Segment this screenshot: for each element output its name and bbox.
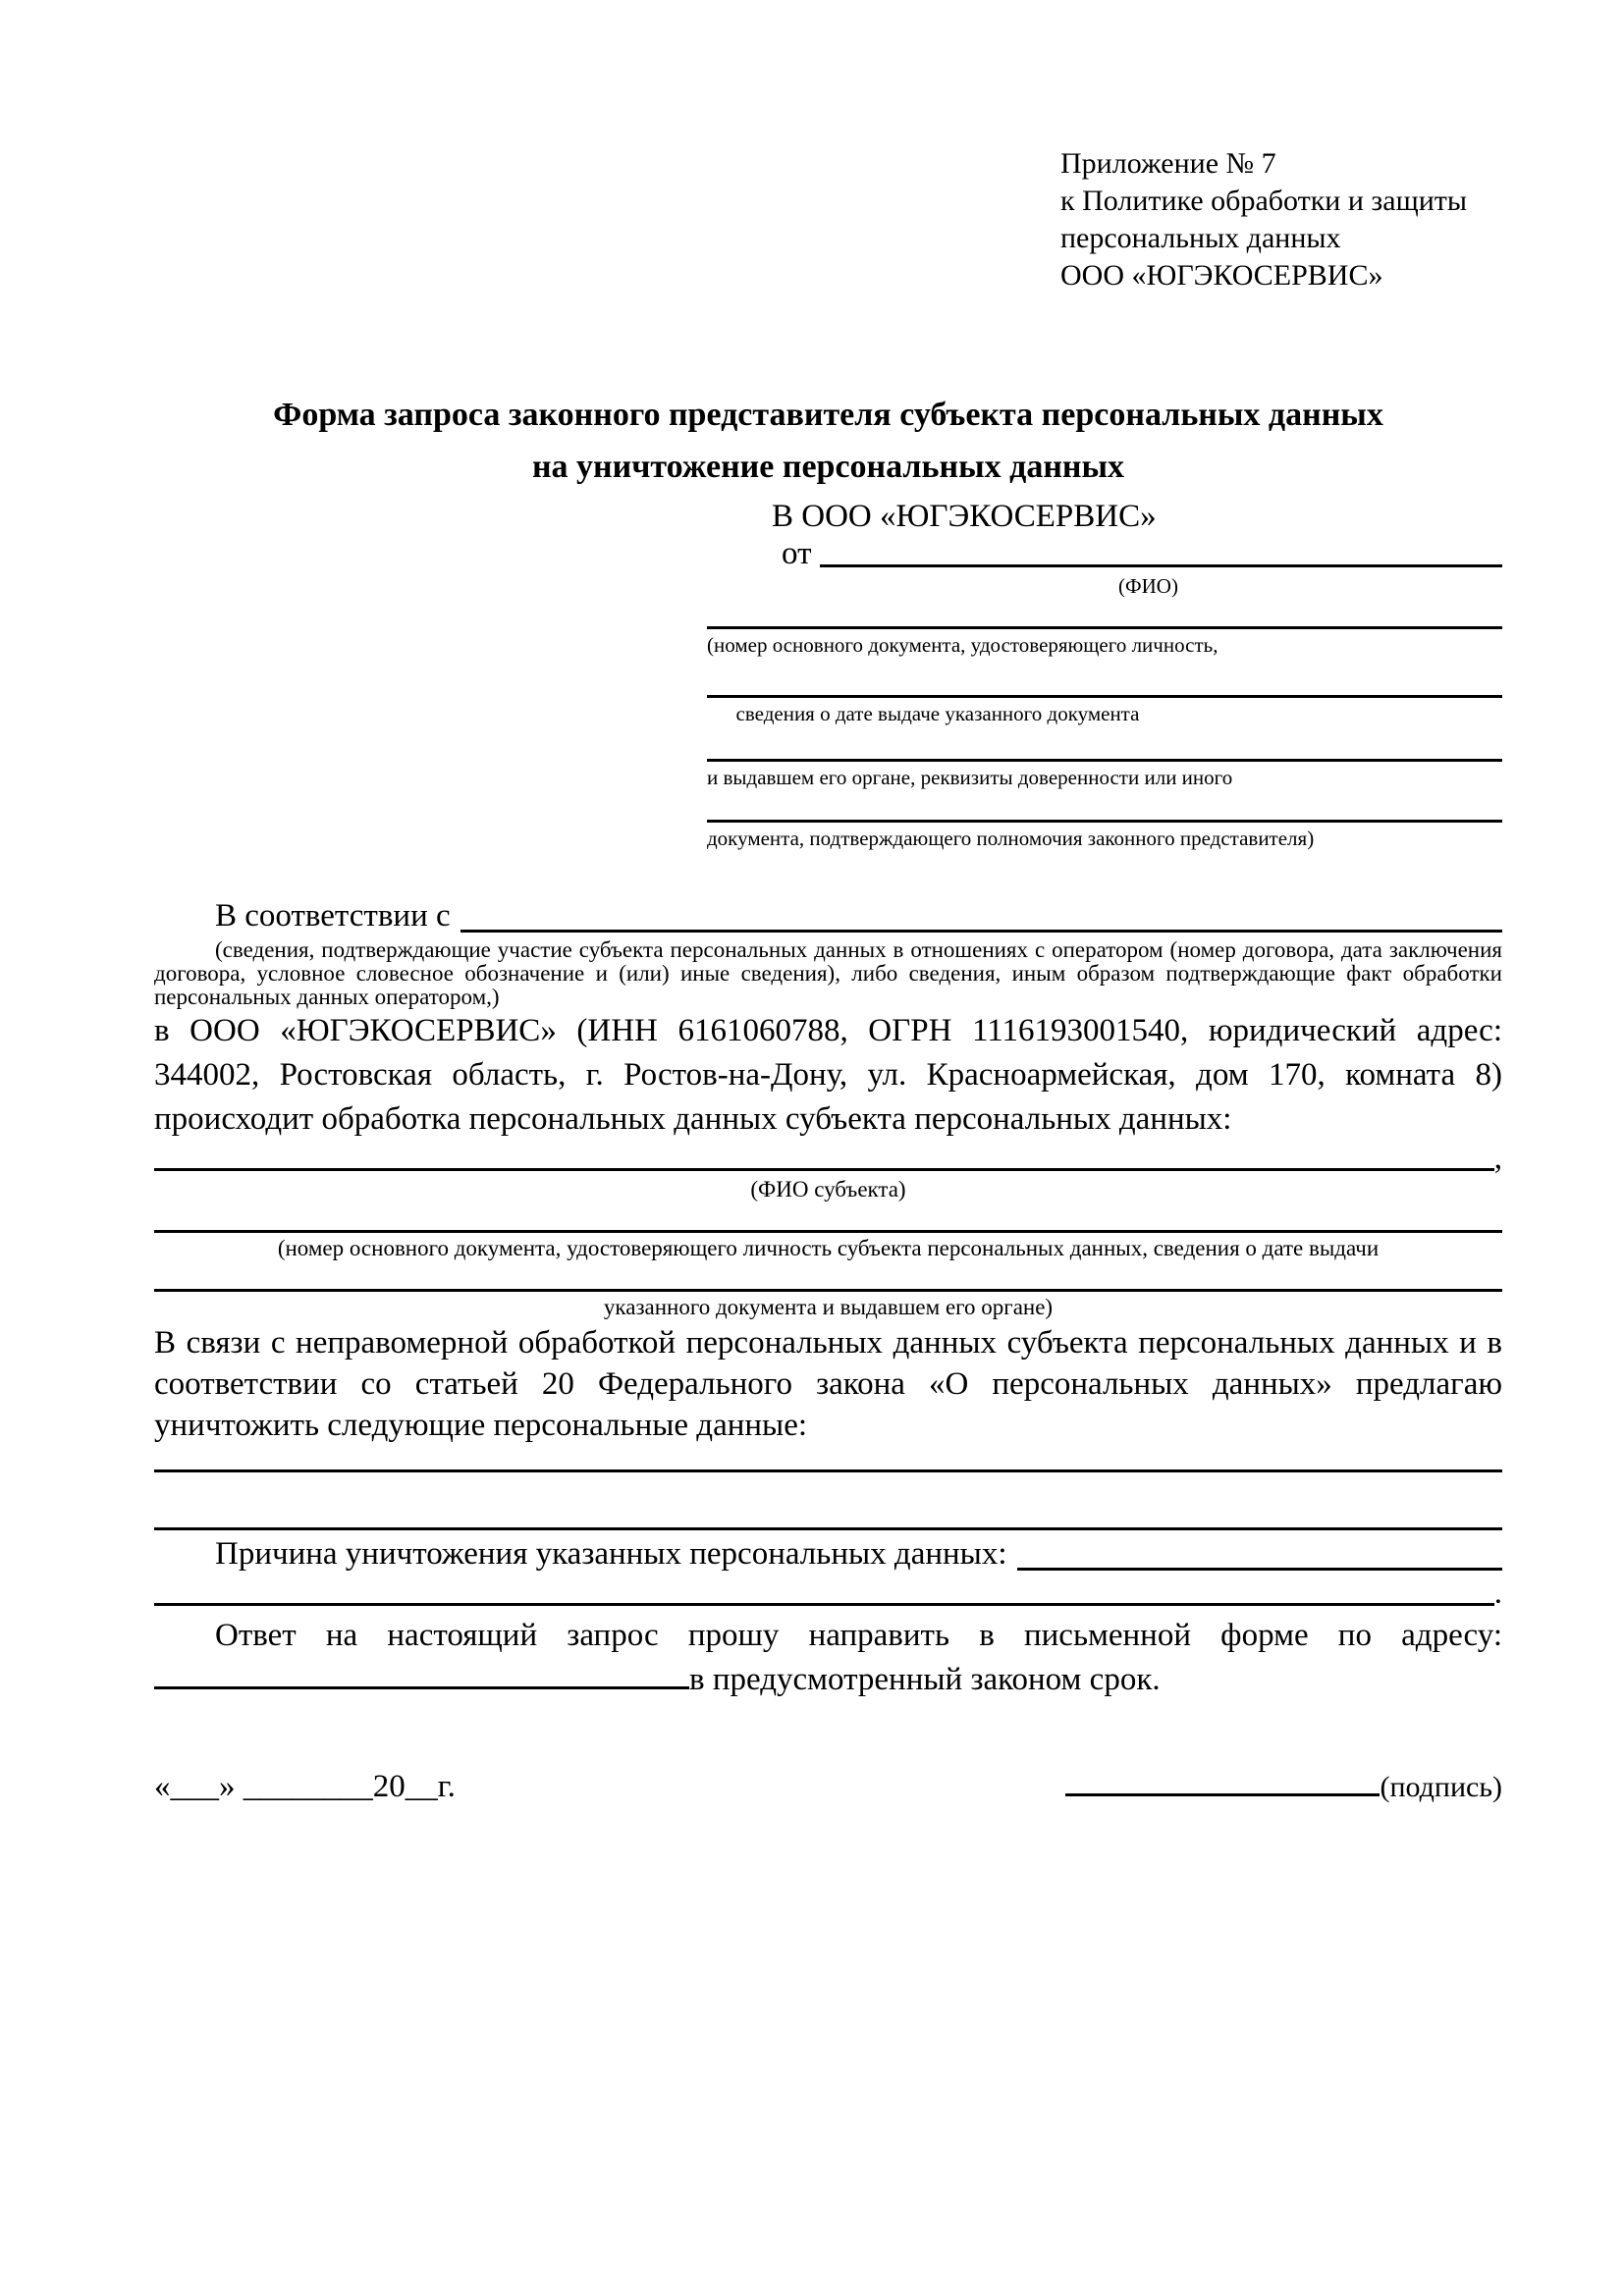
blank-caption: документа, подтверждающего полномочия законного представителя) (707, 827, 1315, 850)
according-row (154, 894, 1502, 938)
appendix-line: ООО «ЮГЭКОСЕРВИС» (1060, 259, 1383, 292)
according-blank-line (460, 894, 1502, 933)
signature-block (1065, 1767, 1502, 1807)
subject-fio-blank-line (154, 1142, 1494, 1171)
subject-doc-caption-1: (номер основного документа, удостоверяющего личность субъекта персональных данных, сведения о дате выдачи (277, 1236, 1380, 1260)
subject-doc-caption-2: указанного документа и выдавшем его органе) (603, 1295, 1054, 1319)
blank-line (154, 1230, 1502, 1233)
signature-blank-line (1065, 1793, 1380, 1796)
appendix-line: Приложение № 7 (1060, 147, 1276, 180)
signature-caption: (подпись) (1380, 1771, 1502, 1803)
according-label: В соответствии с (215, 898, 451, 934)
reason-continuation-row (154, 1576, 1502, 1610)
date-line: «___» ________20__г. (154, 1769, 456, 1804)
according-caption: (сведения, подтверждающие участие субъекта персональных данных в отношениях с оператором (номер договора, дата заключения договора, условное словесное обозначение и (или) иные сведения), либо сведения, иным образом подтверждающие факт обработки персональных данных оператором,) (154, 937, 1502, 1009)
from-row (707, 536, 1502, 571)
signature-row (154, 1767, 1502, 1807)
reason-blank-line-2 (154, 1576, 1494, 1606)
blank-caption: (номер основного документа, удостоверяющего личность, (707, 633, 1218, 657)
request-paragraph: В связи с неправомерной обработкой персональных данных субъекта персональных данных и в соответствии со статьей 20 Федерального закона «О персональных данных» предлагаю уничтожить следующие персональные данные: (154, 1325, 1502, 1443)
answer-paragraph (154, 1614, 1502, 1702)
reason-blank-line (1017, 1532, 1502, 1571)
blank-line (154, 1469, 1502, 1472)
reason-label: Причина уничтожения указанных персональных данных: (215, 1536, 1007, 1572)
fio-caption: (ФИО) (1118, 574, 1178, 598)
operator-paragraph: в ООО «ЮГЭКОСЕРВИС» (ИНН 6161060788, ОГРН 1116193001540, юридический адрес: 344002, Ростовская область, г. Ростов-на-Дону, ул. Красноармейская, дом 170, комната 8) происходит обработка персональных данных субъекта персональных данных: (154, 1013, 1502, 1137)
subject-line-comma: , (1493, 1141, 1502, 1176)
blank-caption: и выдавшем его органе, реквизиты доверенности или иного (707, 766, 1233, 789)
answer-text-after: в предусмотренный законом срок. (689, 1662, 1161, 1697)
addressee-block (707, 499, 1502, 851)
blank-line (707, 759, 1502, 762)
subject-fio-row (154, 1142, 1502, 1175)
addressee-organization: В ООО «ЮГЭКОСЕРВИС» (772, 499, 1157, 534)
from-blank-line (820, 536, 1503, 567)
appendix-line: к Политике обработки и защиты (1060, 185, 1468, 217)
blank-caption: сведения о дате выдаче указанного документа (735, 702, 1140, 725)
page-title (154, 389, 1502, 493)
blank-line (154, 1527, 1502, 1530)
answer-address-blank-line (154, 1686, 689, 1689)
subject-fio-caption: (ФИО субъекта) (750, 1177, 906, 1201)
from-label: от (782, 536, 812, 571)
appendix-line: персональных данных (1060, 222, 1341, 254)
blank-line (707, 626, 1502, 629)
appendix-block (1060, 145, 1502, 294)
page-title-line-1: Форма запроса законного представителя субъекта персональных данных (273, 397, 1383, 433)
reason-line-period: . (1493, 1575, 1502, 1611)
blank-line (154, 1289, 1502, 1292)
blank-line (707, 695, 1502, 698)
answer-text-before: Ответ на настоящий запрос прошу направить в письменной форме по адресу: (215, 1618, 1502, 1653)
page-title-line-2: на уничтожение персональных данных (531, 449, 1125, 485)
reason-row (154, 1532, 1502, 1576)
blank-line (707, 820, 1502, 823)
